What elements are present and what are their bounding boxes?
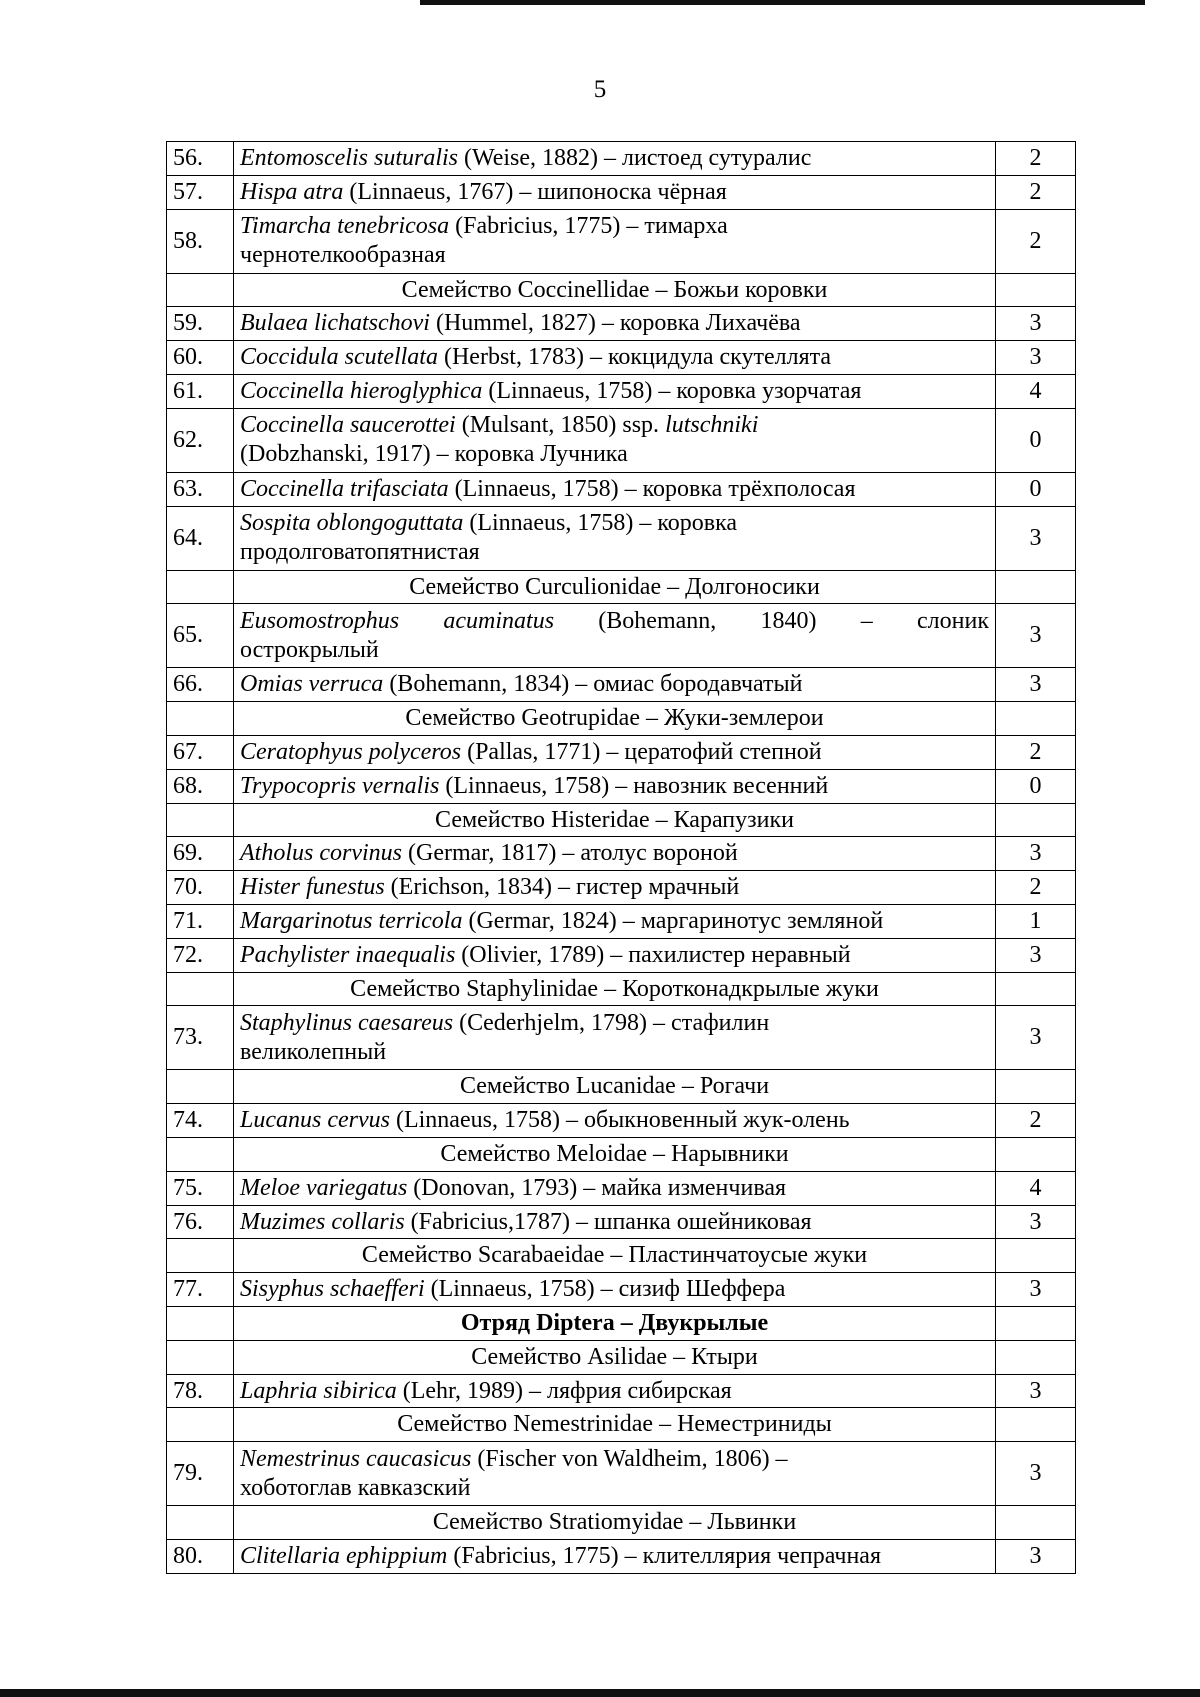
- rarity-status: 4: [996, 1171, 1076, 1205]
- author-and-common-name: (Fabricius, 1775) – тимарха: [449, 213, 728, 240]
- species-row: [167, 175, 1076, 209]
- species-row: [167, 735, 1076, 769]
- latin-name: Entomoscelis suturalis: [240, 145, 459, 171]
- species-line-1: [240, 908, 883, 934]
- species-line-1: [240, 671, 803, 697]
- species-line-1: [240, 378, 861, 404]
- species-table-body: [167, 142, 1076, 1574]
- rarity-status: 3: [996, 938, 1076, 972]
- rarity-status: 2: [996, 735, 1076, 769]
- species-number: 78.: [167, 1374, 234, 1408]
- family-title: Семейство Histeridae – Карапузики: [234, 803, 996, 837]
- latin-name: Hispa atra: [240, 178, 344, 205]
- species-row: [167, 374, 1076, 408]
- family-title: Семейство Asilidae – Ктыри: [234, 1340, 996, 1374]
- species-description: [234, 668, 996, 702]
- species-number: 62.: [167, 408, 234, 472]
- species-row: [167, 1006, 1076, 1070]
- species-number: 67.: [167, 735, 234, 769]
- author-and-common-name: (Donovan, 1793) – майка изменчивая: [407, 1174, 787, 1201]
- family-title: Семейство Coccinellidae – Божьи коровки: [234, 273, 996, 307]
- family-header-row: [167, 1408, 1076, 1442]
- author-and-common-name: (Linnaeus, 1758) – коровка: [463, 510, 738, 537]
- empty-status-cell: [996, 1408, 1076, 1442]
- order-header-row: [167, 1306, 1076, 1340]
- family-header-row: [167, 1506, 1076, 1540]
- species-number: 64.: [167, 506, 234, 570]
- latin-name: Nemestrinus caucasicus: [240, 1445, 472, 1472]
- empty-num-cell: [167, 1239, 234, 1273]
- family-header-row: [167, 570, 1076, 604]
- species-number: 68.: [167, 769, 234, 803]
- author-and-common-name: (Pallas, 1771) – цератофий степной: [461, 738, 822, 765]
- empty-num-cell: [167, 702, 234, 736]
- author-and-common-name: (Herbst, 1783) – кокцидула скутеллята: [437, 344, 832, 371]
- species-line-1: [240, 476, 856, 502]
- author-and-common-name: (Bohemann, 1840) – слоник: [554, 608, 989, 635]
- species-line-1: [240, 1107, 850, 1133]
- family-title: Семейство Scarabaeidae – Пластинчатоусые жуки: [234, 1239, 996, 1273]
- latin-name: Laphria sibirica: [240, 1377, 397, 1404]
- author-and-common-name: (Olivier, 1789) – пахилистер неравный: [455, 941, 851, 968]
- species-number: 72.: [167, 938, 234, 972]
- page-number: 5: [593, 76, 607, 103]
- family-header-row: [167, 972, 1076, 1006]
- rarity-status: 0: [996, 769, 1076, 803]
- species-row: [167, 837, 1076, 871]
- species-description: [234, 175, 996, 209]
- species-number: 71.: [167, 904, 234, 938]
- species-row: [167, 1539, 1076, 1573]
- empty-status-cell: [996, 570, 1076, 604]
- family-title: Семейство Nemestrinidae – Неместриниды: [234, 1408, 996, 1442]
- empty-num-cell: [167, 803, 234, 837]
- species-row: [167, 769, 1076, 803]
- latin-name: Clitellaria ephippium: [240, 1542, 448, 1569]
- latin-name: Eusomostrophus acuminatus: [240, 608, 555, 635]
- rarity-status: 4: [996, 374, 1076, 408]
- rarity-status: 3: [996, 668, 1076, 702]
- species-description: [234, 307, 996, 341]
- empty-num-cell: [167, 1506, 234, 1540]
- species-line-1: [240, 509, 989, 538]
- latin-name: Coccinella hieroglyphica: [240, 377, 483, 404]
- species-line-1: [240, 874, 739, 900]
- empty-num-cell: [167, 570, 234, 604]
- author-and-common-name: (Lehr, 1989) – ляфрия сибирская: [396, 1377, 732, 1404]
- rarity-status: 2: [996, 1104, 1076, 1138]
- family-title: Семейство Curculionidae – Долгоносики: [234, 570, 996, 604]
- empty-status-cell: [996, 1340, 1076, 1374]
- species-description: [234, 408, 996, 472]
- rarity-status: 3: [996, 1374, 1076, 1408]
- species-description: [234, 142, 996, 176]
- species-row: [167, 142, 1076, 176]
- species-line-1: [240, 411, 989, 440]
- latin-name: Pachylister inaequalis: [240, 941, 456, 968]
- rarity-status: 3: [996, 1006, 1076, 1070]
- latin-name: Margarinotus terricola: [240, 907, 463, 934]
- species-number: 75.: [167, 1171, 234, 1205]
- species-description: [234, 341, 996, 375]
- author-and-common-name: (Mulsant, 1850) ssp.: [455, 412, 666, 439]
- species-line-1: [240, 1445, 989, 1474]
- species-line-1: [240, 145, 811, 171]
- species-description: [234, 209, 996, 273]
- family-title: Семейство Stratiomyidae – Львинки: [234, 1506, 996, 1540]
- author-and-common-name: (Cederhjelm, 1798) – стафилин: [453, 1010, 770, 1037]
- latin-name: Staphylinus caesareus: [240, 1010, 454, 1037]
- empty-status-cell: [996, 1506, 1076, 1540]
- family-header-row: [167, 803, 1076, 837]
- latin-name: Meloe variegatus: [240, 1174, 408, 1201]
- author-and-common-name: (Linnaeus, 1758) – обыкновенный жук-олень: [389, 1107, 850, 1134]
- species-row: [167, 1171, 1076, 1205]
- subspecies-name: lutschniki: [665, 412, 759, 439]
- rarity-status: 3: [996, 1539, 1076, 1573]
- species-description: [234, 1374, 996, 1408]
- species-row: [167, 1205, 1076, 1239]
- species-description: [234, 871, 996, 905]
- author-and-common-name: (Bohemann, 1834) – омиас бородавчатый: [383, 671, 803, 698]
- author-and-common-name: (Linnaeus, 1767) – шипоноска чёрная: [343, 178, 727, 205]
- species-description: [234, 1205, 996, 1239]
- rarity-status: 3: [996, 837, 1076, 871]
- species-row: [167, 904, 1076, 938]
- empty-status-cell: [996, 273, 1076, 307]
- species-line-1: [240, 840, 738, 866]
- family-header-row: [167, 273, 1076, 307]
- species-number: 56.: [167, 142, 234, 176]
- latin-name: Lucanus cervus: [240, 1107, 390, 1134]
- species-line-1: [240, 739, 822, 765]
- author-and-common-name: (Fabricius,1787) – шпанка ошейниковая: [404, 1208, 812, 1235]
- empty-num-cell: [167, 1137, 234, 1171]
- scan-edge-bottom: [0, 1689, 1200, 1697]
- species-line-1: [240, 942, 851, 968]
- rarity-status: 3: [996, 1442, 1076, 1506]
- species-number: 66.: [167, 668, 234, 702]
- empty-num-cell: [167, 273, 234, 307]
- species-row: [167, 472, 1076, 506]
- species-number: 60.: [167, 341, 234, 375]
- species-description: [234, 1539, 996, 1573]
- family-header-row: [167, 1137, 1076, 1171]
- author-and-common-name: (Germar, 1824) – маргаринотус земляной: [462, 907, 884, 934]
- species-description: [234, 837, 996, 871]
- species-row: [167, 1273, 1076, 1307]
- species-description: [234, 1171, 996, 1205]
- order-title: Отряд Diptera – Двукрылые: [234, 1306, 996, 1340]
- species-number: 61.: [167, 374, 234, 408]
- latin-name: Sisyphus schaefferi: [240, 1276, 425, 1303]
- author-and-common-name: (Linnaeus, 1758) – коровка трёхполосая: [448, 475, 856, 502]
- species-row: [167, 871, 1076, 905]
- species-number: 73.: [167, 1006, 234, 1070]
- author-and-common-name: (Linnaeus, 1758) – сизиф Шеффера: [424, 1276, 786, 1303]
- species-row: [167, 209, 1076, 273]
- author-and-common-name: (Hummel, 1827) – коровка Лихачёва: [429, 310, 801, 337]
- species-line-1: [240, 179, 727, 205]
- author-and-common-name: (Germar, 1817) – атолус вороной: [402, 840, 738, 867]
- species-line-1: [240, 773, 828, 799]
- latin-name: Coccinella saucerottei: [240, 412, 456, 439]
- family-header-row: [167, 1340, 1076, 1374]
- latin-name: Timarcha tenebricosa: [240, 213, 450, 240]
- rarity-status: 0: [996, 472, 1076, 506]
- species-description: [234, 506, 996, 570]
- species-line-1: [240, 310, 801, 336]
- species-line-1: [240, 344, 831, 370]
- latin-name: Ceratophyus polyceros: [240, 738, 462, 765]
- latin-name: Omias verruca: [240, 671, 384, 698]
- species-row: [167, 668, 1076, 702]
- empty-num-cell: [167, 972, 234, 1006]
- species-number: 70.: [167, 871, 234, 905]
- rarity-status: 2: [996, 175, 1076, 209]
- rarity-status: 3: [996, 1273, 1076, 1307]
- species-description: [234, 938, 996, 972]
- family-title: Семейство Geotrupidae – Жуки-землерои: [234, 702, 996, 736]
- species-number: 69.: [167, 837, 234, 871]
- latin-name: Sospita oblongoguttata: [240, 510, 464, 537]
- species-line-1: [240, 1378, 732, 1404]
- rarity-status: 3: [996, 1205, 1076, 1239]
- author-and-common-name: (Fabricius, 1775) – клителлярия чепрачная: [447, 1542, 881, 1569]
- empty-num-cell: [167, 1340, 234, 1374]
- species-description: [234, 374, 996, 408]
- species-line-2: чернотелкообразная: [240, 242, 446, 269]
- species-number: 65.: [167, 604, 234, 668]
- species-table: [166, 141, 1076, 1574]
- family-title: Семейство Staphylinidae – Коротконадкрылые жуки: [234, 972, 996, 1006]
- empty-status-cell: [996, 972, 1076, 1006]
- rarity-status: 0: [996, 408, 1076, 472]
- species-number: 77.: [167, 1273, 234, 1307]
- latin-name: Trypocopris vernalis: [240, 772, 440, 799]
- species-line-2: (Dobzhanski, 1917) – коровка Лучника: [240, 441, 628, 468]
- species-number: 80.: [167, 1539, 234, 1573]
- species-row: [167, 604, 1076, 668]
- species-description: [234, 735, 996, 769]
- species-row: [167, 1442, 1076, 1506]
- empty-status-cell: [996, 803, 1076, 837]
- empty-status-cell: [996, 1137, 1076, 1171]
- empty-status-cell: [996, 1070, 1076, 1104]
- rarity-status: 3: [996, 506, 1076, 570]
- empty-status-cell: [996, 1239, 1076, 1273]
- species-line-1: [240, 1009, 989, 1038]
- species-line-1: [240, 1209, 812, 1235]
- empty-num-cell: [167, 1408, 234, 1442]
- species-row: [167, 506, 1076, 570]
- latin-name: Hister funestus: [240, 874, 385, 901]
- species-description: [234, 1104, 996, 1138]
- species-description: [234, 1442, 996, 1506]
- species-description: [234, 904, 996, 938]
- empty-status-cell: [996, 1306, 1076, 1340]
- family-header-row: [167, 1070, 1076, 1104]
- author-and-common-name: (Fischer von Waldheim, 1806) –: [471, 1445, 788, 1472]
- empty-num-cell: [167, 1070, 234, 1104]
- latin-name: Coccidula scutellata: [240, 344, 438, 371]
- rarity-status: 2: [996, 142, 1076, 176]
- species-row: [167, 408, 1076, 472]
- family-header-row: [167, 702, 1076, 736]
- species-row: [167, 307, 1076, 341]
- species-row: [167, 1374, 1076, 1408]
- rarity-status: 2: [996, 209, 1076, 273]
- species-line-2: продолговатопятнистая: [240, 539, 480, 566]
- latin-name: Atholus corvinus: [240, 840, 402, 867]
- species-row: [167, 341, 1076, 375]
- empty-status-cell: [996, 702, 1076, 736]
- author-and-common-name: (Erichson, 1834) – гистер мрачный: [384, 874, 740, 901]
- species-line-1: [240, 1276, 785, 1302]
- author-and-common-name: (Weise, 1882) – листоед сутуралис: [458, 145, 812, 171]
- species-description: [234, 604, 996, 668]
- species-number: 63.: [167, 472, 234, 506]
- species-line-1: [240, 607, 989, 636]
- species-line-1: [240, 212, 989, 241]
- species-number: 76.: [167, 1205, 234, 1239]
- species-number: 57.: [167, 175, 234, 209]
- species-description: [234, 472, 996, 506]
- species-line-2: острокрылый: [240, 636, 379, 663]
- species-number: 58.: [167, 209, 234, 273]
- family-title: Семейство Lucanidae – Рогачи: [234, 1070, 996, 1104]
- species-description: [234, 769, 996, 803]
- latin-name: Muzimes collaris: [240, 1208, 405, 1235]
- species-number: 79.: [167, 1442, 234, 1506]
- species-row: [167, 938, 1076, 972]
- species-number: 74.: [167, 1104, 234, 1138]
- species-line-1: [240, 1175, 786, 1201]
- species-number: 59.: [167, 307, 234, 341]
- species-description: [234, 1006, 996, 1070]
- latin-name: Bulaea lichatschovi: [240, 310, 430, 337]
- family-title: Семейство Meloidae – Нарывники: [234, 1137, 996, 1171]
- rarity-status: 3: [996, 307, 1076, 341]
- latin-name: Coccinella trifasciata: [240, 475, 449, 502]
- rarity-status: 2: [996, 871, 1076, 905]
- author-and-common-name: (Linnaeus, 1758) – коровка узорчатая: [482, 377, 862, 404]
- author-and-common-name: (Linnaeus, 1758) – навозник весенний: [439, 772, 829, 799]
- species-line-1: [240, 1543, 881, 1569]
- species-row: [167, 1104, 1076, 1138]
- scan-edge-top: [420, 0, 1145, 5]
- rarity-status: 3: [996, 604, 1076, 668]
- species-line-2: великолепный: [240, 1038, 387, 1065]
- rarity-status: 3: [996, 341, 1076, 375]
- species-line-2: хоботоглав кавказский: [240, 1474, 471, 1501]
- family-header-row: [167, 1239, 1076, 1273]
- species-description: [234, 1273, 996, 1307]
- empty-num-cell: [167, 1306, 234, 1340]
- rarity-status: 1: [996, 904, 1076, 938]
